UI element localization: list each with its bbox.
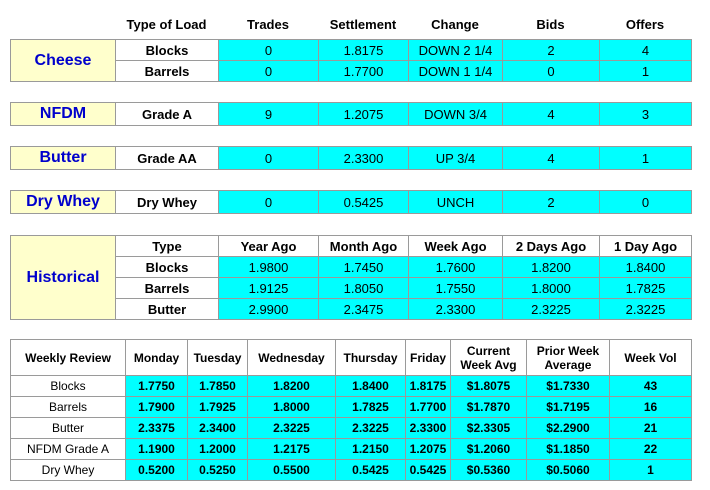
historical-cell: 2.3300 <box>409 299 503 320</box>
historical-header: 2 Days Ago <box>503 236 600 257</box>
dry-whey-load: Dry Whey <box>116 191 219 214</box>
cheese-blocks-trades: 0 <box>219 40 319 61</box>
weekly-row-label: Dry Whey <box>11 460 126 481</box>
historical-cell: 2.3225 <box>503 299 600 320</box>
table-row <box>11 376 692 397</box>
nfdm-load: Grade A <box>116 103 219 126</box>
historical-cell: 2.3225 <box>600 299 692 320</box>
header-settlement: Settlement <box>329 17 397 32</box>
table-row <box>11 418 692 439</box>
cheese-barrels-bids: 0 <box>503 61 600 82</box>
weekly-cell: 1.7700 <box>406 397 451 418</box>
header-trades: Trades <box>247 17 289 32</box>
weekly-cell: $0.5360 <box>451 460 527 481</box>
weekly-cell: 2.3400 <box>188 418 248 439</box>
weekly-cell: 43 <box>610 376 692 397</box>
historical-cell: 1.7450 <box>319 257 409 278</box>
historical-cell: 1.7550 <box>409 278 503 299</box>
weekly-cell: $1.1850 <box>527 439 610 460</box>
weekly-cell: 1.8000 <box>248 397 336 418</box>
nfdm-label: NFDM <box>11 103 116 126</box>
weekly-cell: $1.7195 <box>527 397 610 418</box>
weekly-header: Friday <box>406 340 451 376</box>
weekly-header: Tuesday <box>188 340 248 376</box>
weekly-header: Current Week Avg <box>451 340 527 376</box>
weekly-cell: 22 <box>610 439 692 460</box>
cheese-barrels-settlement: 1.7700 <box>319 61 409 82</box>
cheese-barrels-trades: 0 <box>219 61 319 82</box>
cheese-barrels-change: DOWN 1 1/4 <box>409 61 503 82</box>
weekly-cell: 1.8200 <box>248 376 336 397</box>
dry-whey-trades: 0 <box>219 191 319 214</box>
weekly-row-label: Barrels <box>11 397 126 418</box>
weekly-row-label: Blocks <box>11 376 126 397</box>
weekly-cell: 2.3375 <box>126 418 188 439</box>
header-type-of-load: Type of Load <box>126 17 207 32</box>
weekly-cell: 1.7850 <box>188 376 248 397</box>
historical-cell: 2.3475 <box>319 299 409 320</box>
cheese-blocks-load: Blocks <box>116 40 219 61</box>
historical-header: Year Ago <box>219 236 319 257</box>
historical-header: Week Ago <box>409 236 503 257</box>
historical-cell: 1.8400 <box>600 257 692 278</box>
header-offers: Offers <box>625 17 665 32</box>
historical-header: 1 Day Ago <box>600 236 692 257</box>
dry-whey-change: UNCH <box>409 191 503 214</box>
weekly-cell: 0.5425 <box>406 460 451 481</box>
weekly-cell: $1.7870 <box>451 397 527 418</box>
butter-trades: 0 <box>219 147 319 170</box>
weekly-cell: 1.2075 <box>406 439 451 460</box>
historical-label: Historical <box>11 236 116 320</box>
weekly-cell: 1.7900 <box>126 397 188 418</box>
butter-settlement: 2.3300 <box>319 147 409 170</box>
weekly-cell: $0.5060 <box>527 460 610 481</box>
butter-change: UP 3/4 <box>409 147 503 170</box>
cheese-blocks-bids: 2 <box>503 40 600 61</box>
weekly-review-table <box>10 339 692 481</box>
table-row <box>11 460 692 481</box>
nfdm-table <box>10 102 692 126</box>
nfdm-trades: 9 <box>219 103 319 126</box>
header-change: Change <box>431 17 479 32</box>
weekly-cell: $1.2060 <box>451 439 527 460</box>
weekly-row-label: NFDM Grade A <box>11 439 126 460</box>
nfdm-offers: 3 <box>600 103 692 126</box>
dry-whey-bids: 2 <box>503 191 600 214</box>
dry-whey-label: Dry Whey <box>11 191 116 214</box>
nfdm-settlement: 1.2075 <box>319 103 409 126</box>
historical-cell: 2.9900 <box>219 299 319 320</box>
butter-bids: 4 <box>503 147 600 170</box>
historical-cell: 1.8050 <box>319 278 409 299</box>
weekly-cell: 0.5250 <box>188 460 248 481</box>
historical-header: Month Ago <box>319 236 409 257</box>
nfdm-bids: 4 <box>503 103 600 126</box>
weekly-cell: 1 <box>610 460 692 481</box>
weekly-cell: 1.2000 <box>188 439 248 460</box>
weekly-header: Prior Week Average <box>527 340 610 376</box>
historical-table <box>10 235 692 320</box>
weekly-cell: 1.2175 <box>248 439 336 460</box>
weekly-cell: $2.3305 <box>451 418 527 439</box>
weekly-cell: $1.8075 <box>451 376 527 397</box>
cheese-barrels-load: Barrels <box>116 61 219 82</box>
cheese-blocks-settlement: 1.8175 <box>319 40 409 61</box>
historical-cell: 1.8000 <box>503 278 600 299</box>
butter-offers: 1 <box>600 147 692 170</box>
weekly-cell: 2.3225 <box>248 418 336 439</box>
weekly-cell: 2.3225 <box>336 418 406 439</box>
weekly-cell: 1.8400 <box>336 376 406 397</box>
dry-whey-settlement: 0.5425 <box>319 191 409 214</box>
header-bids: Bids <box>536 17 565 32</box>
weekly-cell: 1.1900 <box>126 439 188 460</box>
butter-table <box>10 146 692 170</box>
weekly-cell: 1.7825 <box>336 397 406 418</box>
historical-row-type: Barrels <box>116 278 219 299</box>
weekly-cell: 1.7750 <box>126 376 188 397</box>
weekly-header: Weekly Review <box>11 340 126 376</box>
historical-cell: 1.9800 <box>219 257 319 278</box>
weekly-cell: $1.7330 <box>527 376 610 397</box>
weekly-cell: 1.7925 <box>188 397 248 418</box>
historical-row-type: Blocks <box>116 257 219 278</box>
historical-cell: 1.9125 <box>219 278 319 299</box>
dry-whey-offers: 0 <box>600 191 692 214</box>
dry-whey-table <box>10 190 692 214</box>
cheese-label: Cheese <box>11 40 116 82</box>
cheese-blocks-change: DOWN 2 1/4 <box>409 40 503 61</box>
weekly-header: Monday <box>126 340 188 376</box>
cheese-table <box>10 39 692 82</box>
historical-cell: 1.7600 <box>409 257 503 278</box>
cheese-barrels-offers: 1 <box>600 61 692 82</box>
weekly-cell: 2.3300 <box>406 418 451 439</box>
weekly-cell: 21 <box>610 418 692 439</box>
weekly-cell: 0.5200 <box>126 460 188 481</box>
weekly-header: Thursday <box>336 340 406 376</box>
weekly-row-label: Butter <box>11 418 126 439</box>
weekly-header: Week Vol <box>610 340 692 376</box>
butter-label: Butter <box>11 147 116 170</box>
weekly-header: Wednesday <box>248 340 336 376</box>
market-header-row <box>0 17 710 35</box>
historical-row-type: Butter <box>116 299 219 320</box>
weekly-cell: 1.2150 <box>336 439 406 460</box>
weekly-cell: $2.2900 <box>527 418 610 439</box>
historical-cell: 1.7825 <box>600 278 692 299</box>
weekly-cell: 16 <box>610 397 692 418</box>
weekly-cell: 0.5425 <box>336 460 406 481</box>
cheese-blocks-offers: 4 <box>600 40 692 61</box>
nfdm-change: DOWN 3/4 <box>409 103 503 126</box>
butter-load: Grade AA <box>116 147 219 170</box>
table-row <box>11 397 692 418</box>
weekly-cell: 1.8175 <box>406 376 451 397</box>
historical-cell: 1.8200 <box>503 257 600 278</box>
historical-header: Type <box>116 236 219 257</box>
weekly-cell: 0.5500 <box>248 460 336 481</box>
table-row <box>11 439 692 460</box>
